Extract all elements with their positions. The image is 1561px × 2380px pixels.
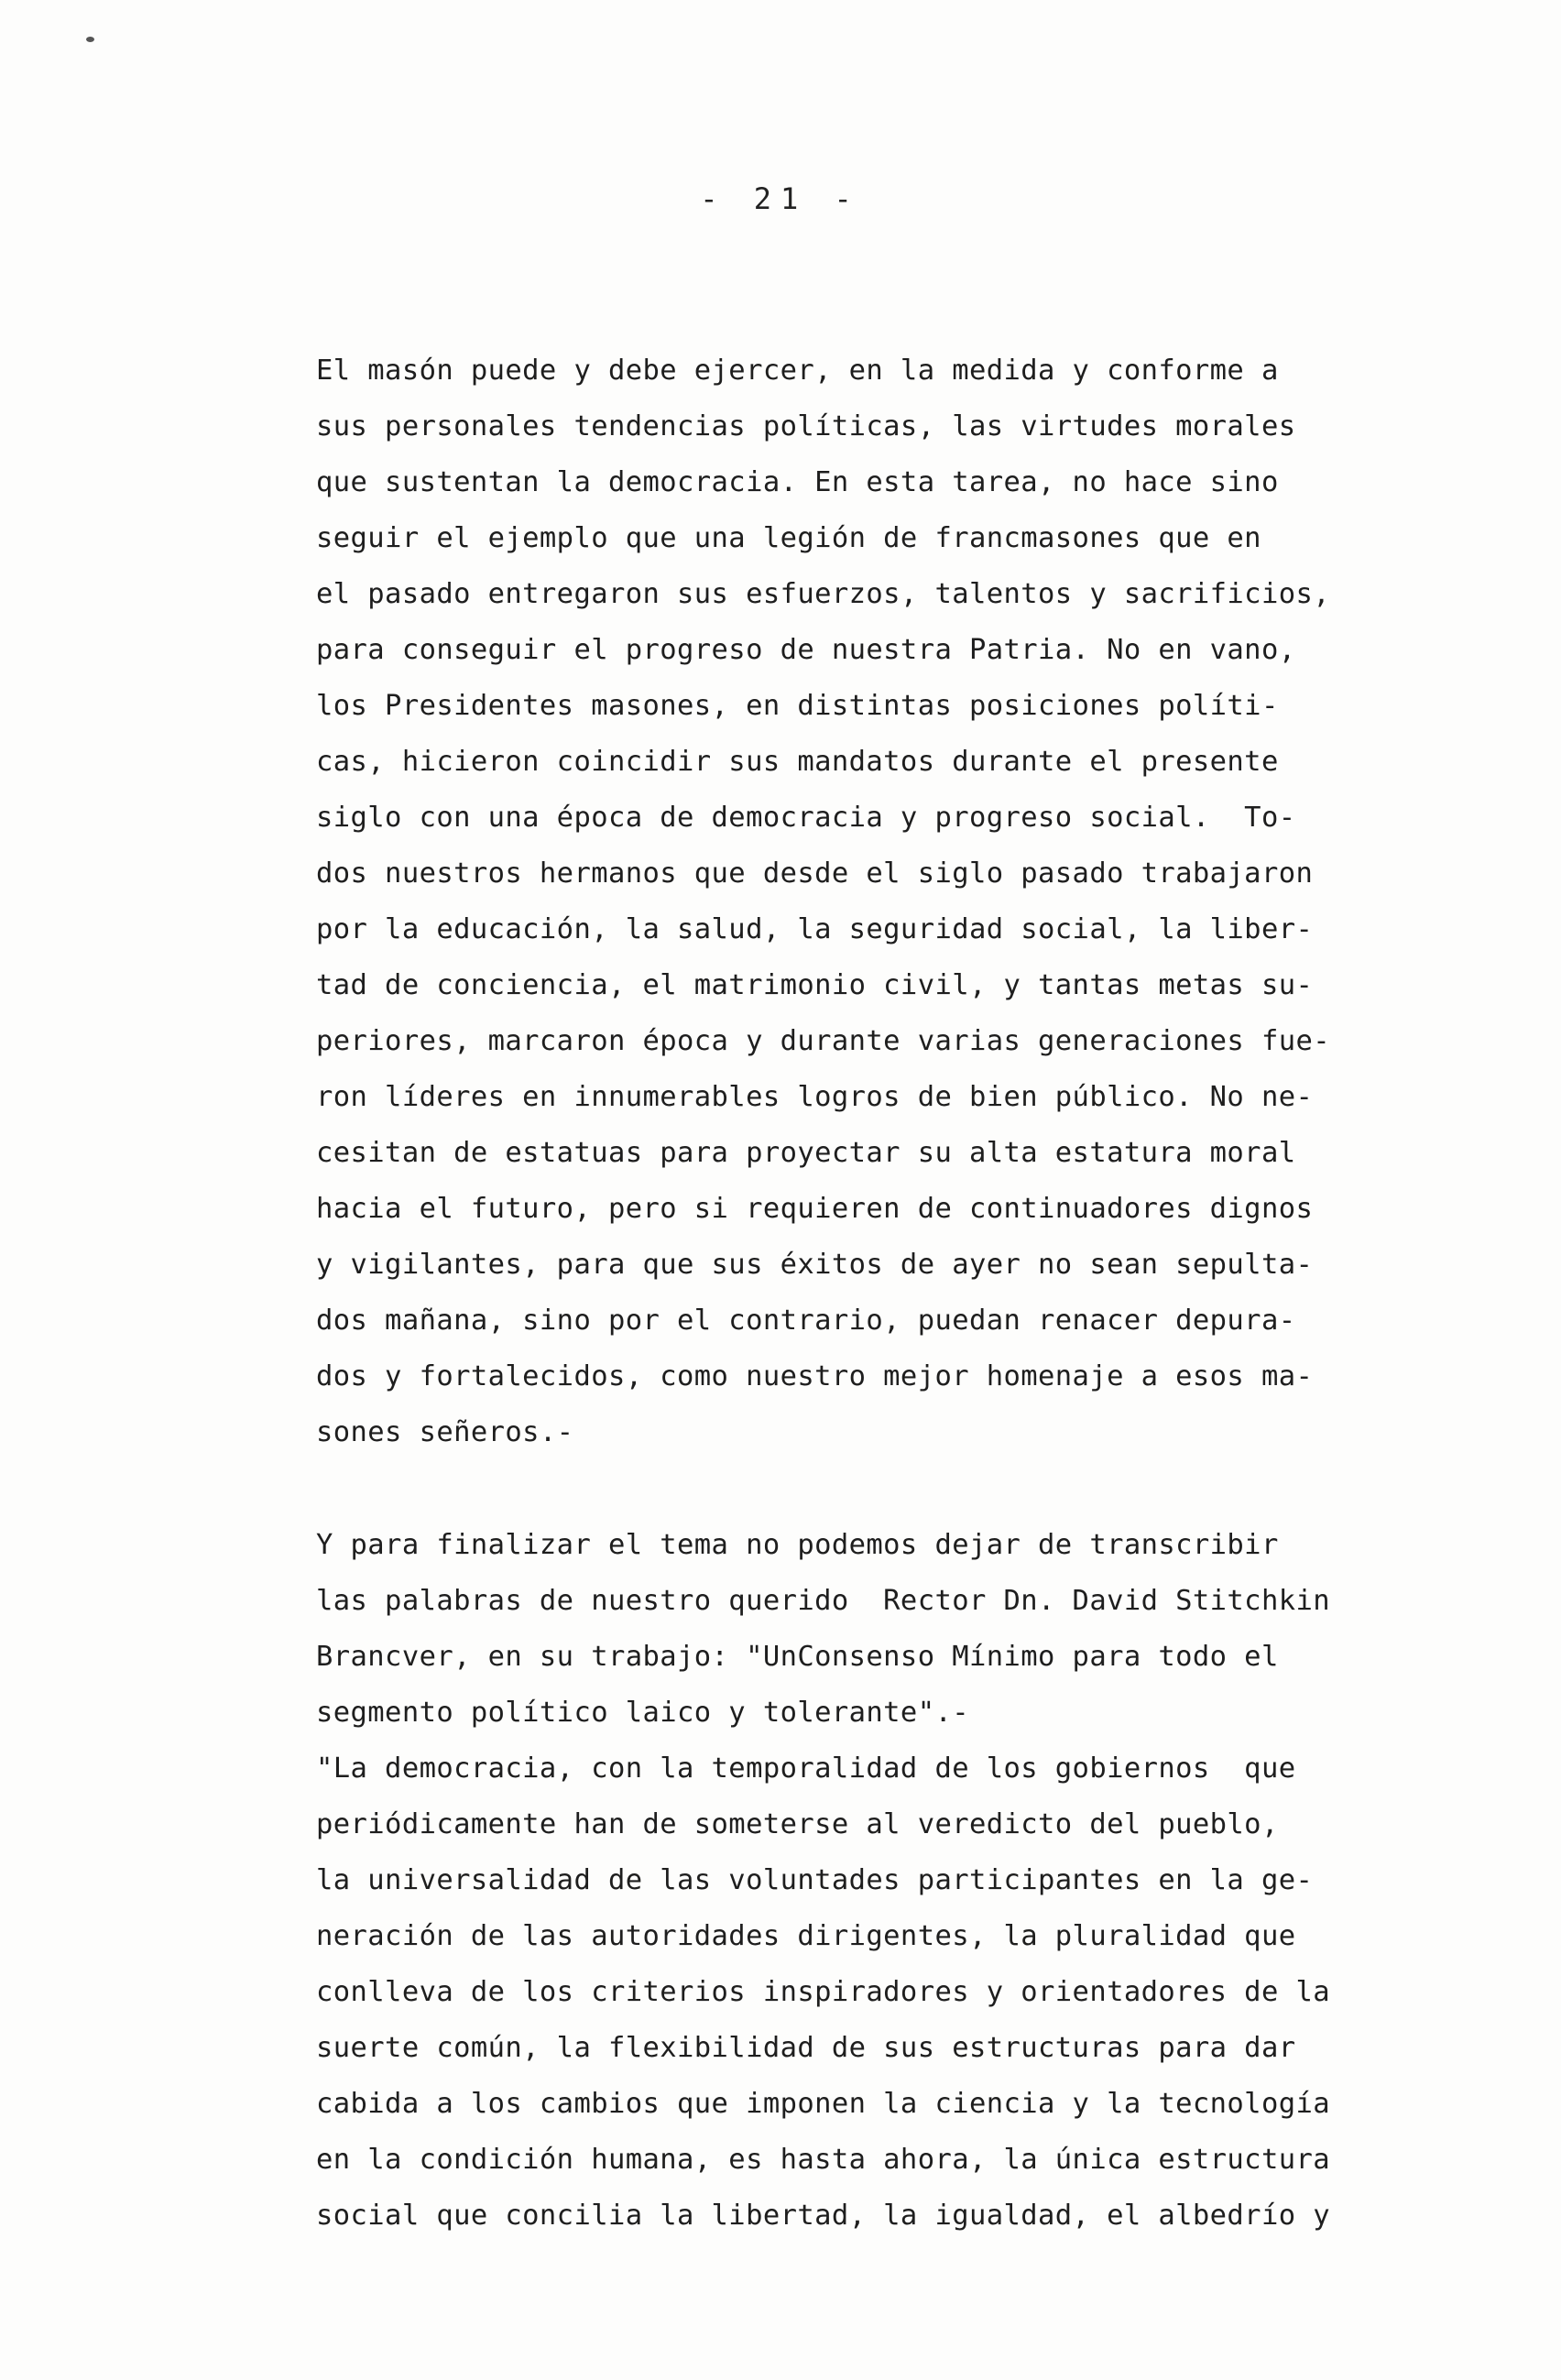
text-line: neración de las autoridades dirigentes, la pluralidad que: [316, 1920, 1296, 1952]
text-line: dos y fortalecidos, como nuestro mejor homenaje a esos ma-: [316, 1360, 1314, 1392]
text-line: dos mañana, sino por el contrario, puedan renacer depura-: [316, 1305, 1296, 1337]
text-line: social que concilia la libertad, la igualdad, el albedrío y: [316, 2200, 1330, 2232]
text-line: ron líderes en innumerables logros de bien público. No ne-: [316, 1081, 1314, 1113]
text-line: la universalidad de las voluntades participantes en la ge-: [316, 1864, 1314, 1896]
text-line: los Presidentes masones, en distintas posiciones políti-: [316, 690, 1279, 722]
text-line: las palabras de nuestro querido Rector Dn. David Stitchkin: [316, 1585, 1330, 1617]
text-line: cesitan de estatuas para proyectar su alta estatura moral: [316, 1137, 1296, 1169]
text-line: Y para finalizar el tema no podemos dejar de transcribir: [316, 1529, 1279, 1561]
page-number: - 21 -: [700, 181, 861, 216]
text-line: cabida a los cambios que imponen la ciencia y la tecnología: [316, 2088, 1330, 2120]
text-line: para conseguir el progreso de nuestra Patria. No en vano,: [316, 634, 1296, 666]
text-line: El masón puede y debe ejercer, en la medida y conforme a: [316, 355, 1279, 387]
text-line: conlleva de los criterios inspiradores y orientadores de la: [316, 1976, 1330, 2008]
text-line: sones señeros.-: [316, 1416, 574, 1448]
text-line: el pasado entregaron sus esfuerzos, talentos y sacrificios,: [316, 578, 1330, 610]
text-line: suerte común, la flexibilidad de sus estructuras para dar: [316, 2032, 1296, 2064]
text-line: cas, hicieron coincidir sus mandatos durante el presente: [316, 746, 1279, 778]
text-line: en la condición humana, es hasta ahora, la única estructura: [316, 2144, 1330, 2176]
text-line: "La democracia, con la temporalidad de los gobiernos que: [316, 1752, 1296, 1785]
scan-speck-mark: [86, 37, 94, 42]
text-line: seguir el ejemplo que una legión de francmasones que en: [316, 522, 1261, 554]
text-line: tad de conciencia, el matrimonio civil, y tantas metas su-: [316, 969, 1314, 1001]
text-line: periódicamente han de someterse al veredicto del pueblo,: [316, 1808, 1279, 1840]
text-line: dos nuestros hermanos que desde el siglo pasado trabajaron: [316, 857, 1314, 890]
text-line: segmento político laico y tolerante".-: [316, 1697, 969, 1729]
text-line: sus personales tendencias políticas, las virtudes morales: [316, 410, 1296, 442]
text-line: por la educación, la salud, la seguridad social, la liber-: [316, 913, 1314, 945]
text-line: y vigilantes, para que sus éxitos de ayer no sean sepulta-: [316, 1249, 1314, 1281]
text-line: siglo con una época de democracia y progreso social. To-: [316, 802, 1296, 834]
text-line: periores, marcaron época y durante varias generaciones fue-: [316, 1025, 1330, 1057]
paragraph-rector-quote: [316, 1517, 1443, 2244]
text-line: que sustentan la democracia. En esta tarea, no hace sino: [316, 466, 1279, 498]
text-line: Brancver, en su trabajo: "UnConsenso Mínimo para todo el: [316, 1641, 1279, 1673]
text-line: hacia el futuro, pero si requieren de continuadores dignos: [316, 1193, 1314, 1225]
paragraph-masonry-democracy: [316, 343, 1443, 1460]
